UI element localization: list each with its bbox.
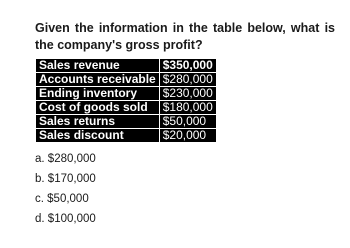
row-label: Sales revenue [36,59,160,73]
table-row [36,59,217,73]
row-value: $230,000 [159,87,216,101]
row-label: Ending inventory [36,87,160,101]
row-label: Sales discount [36,129,160,143]
row-value: $50,000 [159,115,216,129]
option-text: $170,000 [47,173,96,185]
info-table [35,58,217,143]
option-text: $280,000 [47,153,96,165]
option-c[interactable] [35,189,96,209]
row-label: Cost of goods sold [36,101,160,115]
row-value: $180,000 [159,101,216,115]
option-b[interactable] [35,169,96,189]
row-value: $350,000 [159,59,216,73]
option-letter: b. [35,173,45,185]
option-letter: c. [35,193,44,205]
answer-options [35,149,96,229]
option-text: $100,000 [47,213,96,225]
option-a[interactable] [35,149,96,169]
question-text: Given the information in the table below, what is the company's gross profit? [35,21,335,52]
option-letter: a. [35,153,45,165]
table-row [36,101,217,115]
table-row [36,129,217,143]
table-row [36,87,217,101]
option-d[interactable] [35,209,96,229]
row-label: Sales returns [36,115,160,129]
option-text: $50,000 [47,193,89,205]
row-value: $280,000 [159,73,216,87]
row-label: Accounts receivable [36,73,160,87]
table-row [36,73,217,87]
table-row [36,115,217,129]
option-letter: d. [35,213,45,225]
row-value: $20,000 [159,129,216,143]
